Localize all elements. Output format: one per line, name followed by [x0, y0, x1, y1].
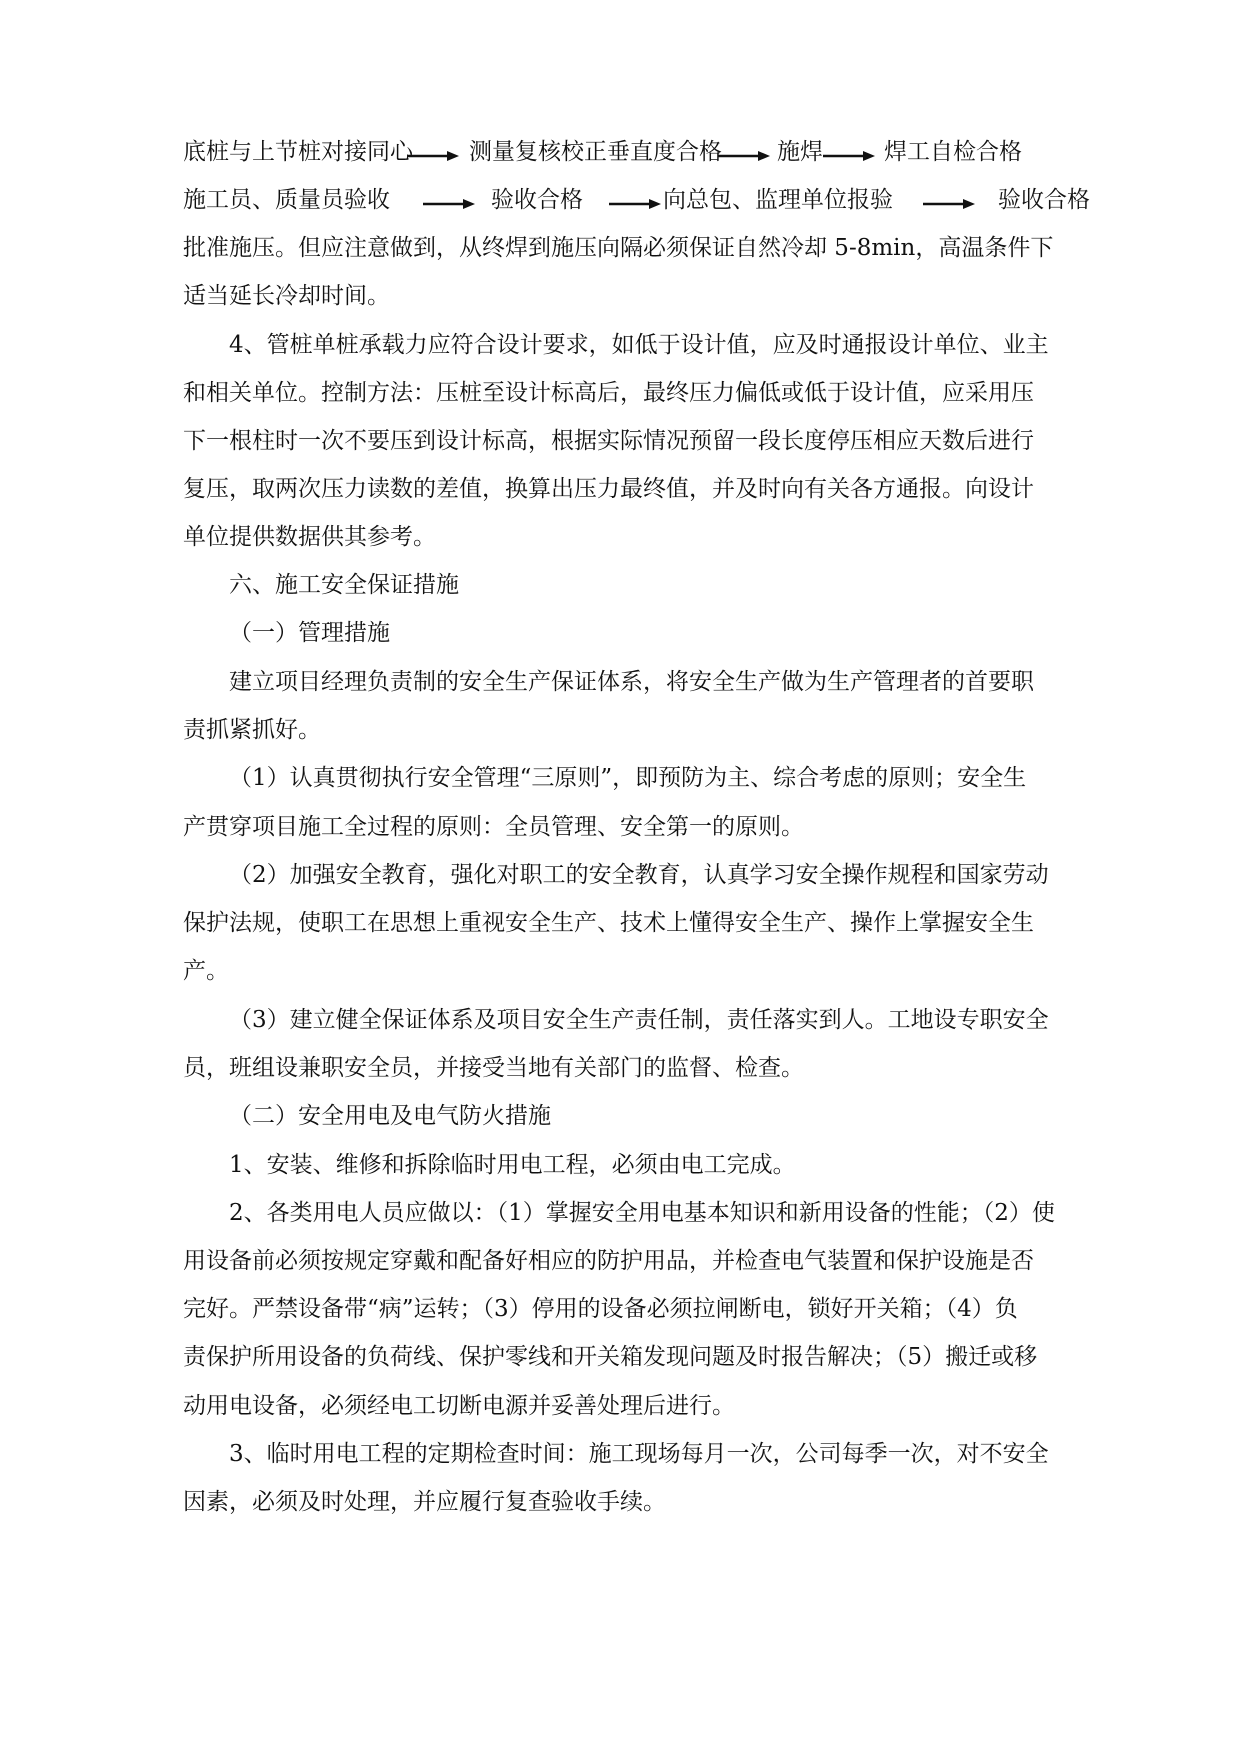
body-line: 适当延长冷却时间。: [183, 283, 390, 309]
body-line: 保护法规，使职工在思想上重视安全生产、技术上懂得安全生产、操作上掌握安全生: [183, 910, 1034, 936]
arrow-right-icon: [609, 198, 661, 210]
flow-chain-row-2: [183, 183, 1103, 217]
subsection-heading: （二）安全用电及电气防火措施: [229, 1103, 551, 1129]
body-line: 责保护所用设备的负荷线、保护零线和开关箱发现问题及时报告解决；（5）搬迁或移: [183, 1344, 1038, 1370]
body-line: 批准施压。但应注意做到，从终焊到施压向隔必须保证自然冷却 5-8min，高温条件下: [183, 235, 1054, 261]
paragraph-first-line: 建立项目经理负责制的安全生产保证体系，将安全生产做为生产管理者的首要职: [229, 669, 1034, 695]
body-line: 和相关单位。控制方法：压桩至设计标高后，最终压力偏低或低于设计值，应采用压: [183, 380, 1034, 406]
paragraph-first-line: （2）加强安全教育，强化对职工的安全教育，认真学习安全操作规程和国家劳动: [229, 862, 1049, 888]
body-line: 完好。严禁设备带“病”运转；（3）停用的设备必须拉闸断电，锁好开关箱；（4）负: [183, 1296, 1018, 1322]
arrow-right-icon: [407, 150, 459, 162]
arrow-right-icon: [923, 198, 975, 210]
flow-step-welder-self-check: 焊工自检合格: [884, 139, 1022, 165]
flow-step-verticality-check: 测量复核校正垂直度合格: [469, 139, 722, 165]
flow-step-final-acceptance: 验收合格: [998, 187, 1090, 213]
flow-step-welding: 施焊: [777, 139, 823, 165]
body-line: 用设备前必须按规定穿戴和配备好相应的防护用品，并检查电气装置和保护设施是否: [183, 1248, 1034, 1274]
subsection-heading: （一）管理措施: [229, 620, 390, 646]
body-line: 产贯穿项目施工全过程的原则：全员管理、安全第一的原则。: [183, 814, 804, 840]
body-line: 下一根柱时一次不要压到设计标高，根据实际情况预留一段长度停压相应天数后进行: [183, 428, 1034, 454]
body-line: 产。: [183, 958, 229, 984]
flow-step-pile-alignment: 底桩与上节桩对接同心: [183, 139, 413, 165]
paragraph-first-line: （3）建立健全保证体系及项目安全生产责任制，责任落实到人。工地设专职安全: [229, 1007, 1049, 1033]
flow-chain-row-1: [183, 135, 1103, 169]
paragraph-first-line: 4、管桩单桩承载力应符合设计要求，如低于设计值，应及时通报设计单位、业主: [229, 332, 1049, 358]
flow-step-report-to-supervisor: 向总包、监理单位报验: [663, 187, 893, 213]
paragraph-first-line: 3、临时用电工程的定期检查时间：施工现场每月一次，公司每季一次，对不安全: [229, 1441, 1049, 1467]
paragraph-first-line: 2、各类用电人员应做以：（1）掌握安全用电基本知识和新用设备的性能；（2）使: [229, 1200, 1055, 1226]
body-line: 复压，取两次压力读数的差值，换算出压力最终值，并及时向有关各方通报。向设计: [183, 476, 1034, 502]
section-heading: 六、施工安全保证措施: [229, 572, 459, 598]
flow-step-acceptance-passed: 验收合格: [491, 187, 583, 213]
body-line: 动用电设备，必须经电工切断电源并妥善处理后进行。: [183, 1393, 735, 1419]
flow-step-inspector-acceptance: 施工员、质量员验收: [183, 187, 390, 213]
body-line: 责抓紧抓好。: [183, 717, 321, 743]
paragraph-first-line: （1）认真贯彻执行安全管理“三原则”，即预防为主、综合考虑的原则；安全生: [229, 765, 1027, 791]
arrow-right-icon: [718, 150, 770, 162]
paragraph-first-line: 1、安装、维修和拆除临时用电工程，必须由电工完成。: [229, 1152, 796, 1178]
arrow-right-icon: [823, 150, 875, 162]
arrow-right-icon: [423, 198, 475, 210]
body-line: 单位提供数据供其参考。: [183, 524, 436, 550]
body-line: 因素，必须及时处理，并应履行复查验收手续。: [183, 1489, 666, 1515]
body-line: 员，班组设兼职安全员，并接受当地有关部门的监督、检查。: [183, 1055, 804, 1081]
